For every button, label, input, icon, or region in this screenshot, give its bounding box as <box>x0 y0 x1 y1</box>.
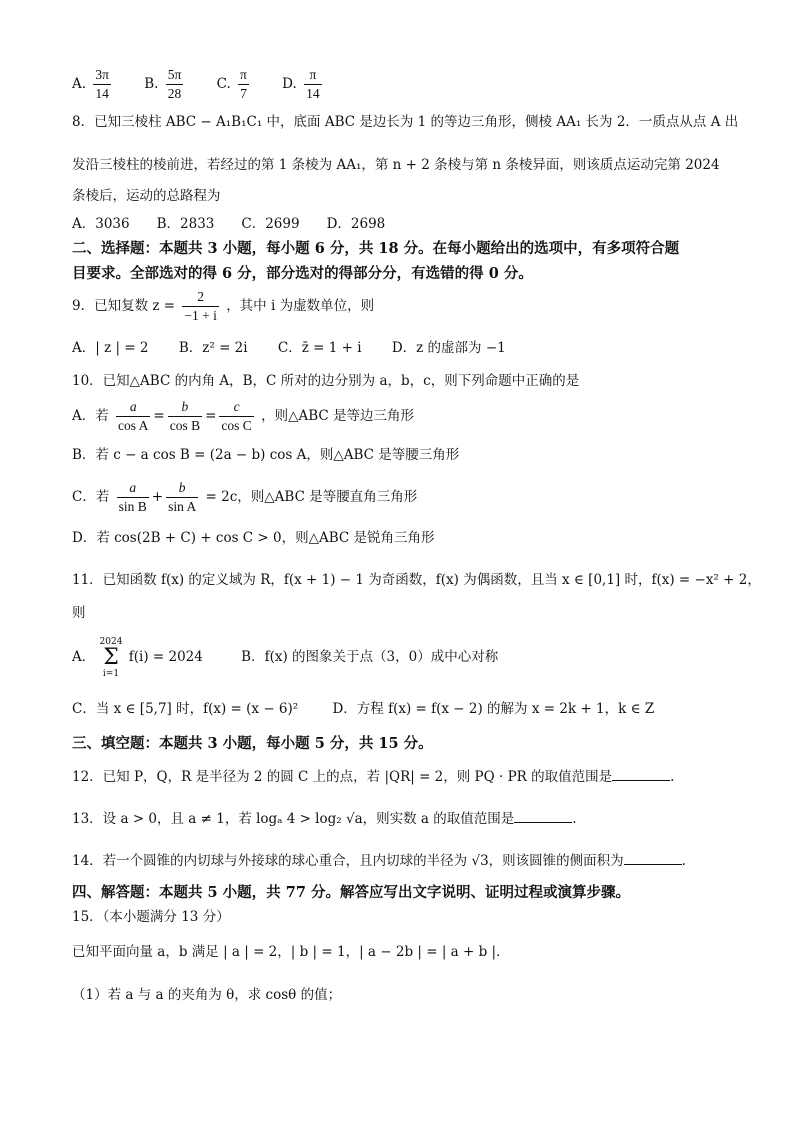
q10-stem: 10．已知△ABC 的内角 A，B，C 所对的边分别为 a，b，c，则下列命题中正确的是 <box>72 373 580 389</box>
section-3-heading: 三、填空题：本题共 3 小题，每小题 5 分，共 15 分。 <box>72 735 433 752</box>
q11-options-ab <box>72 635 498 679</box>
q13-answer-blank[interactable] <box>514 808 572 823</box>
q9-stem: 9．已知复数 z = $\frac{2}{-1 + i}$ ，其中 i 为虚数单位，则 <box>72 289 375 323</box>
q7-option-a: A. $\frac{3\pi}{14}$ <box>72 67 109 101</box>
q15-header: 15．（本小题满分 13 分） <box>72 909 230 925</box>
section-2-heading-line-2: 目要求。全部选对的得 6 分，部分选对的得部分分，有选错的得 0 分。 <box>72 265 533 282</box>
section-2-heading-line-1: 二、选择题：本题共 3 小题，每小题 6 分，共 18 分。在每小题给出的选项中，有多项符合题 <box>72 240 680 257</box>
q11-line-1: 11．已知函数 f(x) 的定义域为 R，f(x + 1) − 1 为奇函数，f(x) 为偶函数，且当 x ∈ [0,1] 时，f(x) = −x² + 2， <box>72 572 761 588</box>
q10-option-d: D．若 cos(2B + C) + cos C > 0，则△ABC 是锐角三角形 <box>72 530 435 546</box>
q14: 14．若一个圆锥的内切球与外接球的球心重合，且内切球的半径为 √3，则该圆锥的侧面积为 . <box>72 850 686 871</box>
q11-option-b: B．f(x) 的图象关于点（3，0）成中心对称 <box>241 649 499 665</box>
q9-options <box>72 338 532 358</box>
q8-options: A．3036 B．2833 C．2699 D．2698 <box>72 216 386 232</box>
q7-option-b: B. $\frac{5\pi}{28}$ <box>144 67 182 101</box>
q11-options-cd <box>72 699 654 719</box>
q11-option-c: C．当 x ∈ [5,7] 时，f(x) = (x − 6)² <box>72 701 299 717</box>
q11-option-a: A． 2024 Σ i=1 f(i) = 2024 <box>72 636 203 679</box>
q10-option-b: B．若 c − a cos B = (2a − b) cos A，则△ABC 是等腰三角形 <box>72 447 460 463</box>
q9-option-c: C．z̄ = 1 + i <box>277 340 362 356</box>
q14-answer-blank[interactable] <box>624 850 682 865</box>
q13: 13．设 a > 0，且 a ≠ 1，若 logₐ 4 > log₂ √a，则实数 a 的取值范围是 . <box>72 808 577 829</box>
q15-part-1: （1）若 a 与 a 的夹角为 θ，求 cosθ 的值； <box>72 987 342 1003</box>
q9-option-d: D．z 的虚部为 −1 <box>391 340 506 356</box>
q8-line-1: 8．已知三棱柱 ABC − A₁B₁C₁ 中，底面 ABC 是边长为 1 的等边三角形，侧棱 AA₁ 长为 2．一质点从点 A 出 <box>72 114 739 130</box>
q15-stem: 已知平面向量 a，b 满足 | a | = 2，| b | = 1，| a − 2b | = | a + b |． <box>72 944 510 960</box>
sum-symbol: 2024 Σ i=1 <box>99 636 123 679</box>
q12-answer-blank[interactable] <box>612 766 670 781</box>
q9-option-a: A．| z | = 2 <box>72 340 149 356</box>
q11-option-d: D．方程 f(x) = f(x − 2) 的解为 x = 2k + 1，k ∈ Z <box>332 701 655 717</box>
q12: 12．已知 P，Q，R 是半径为 2 的圆 C 上的点，若 |QR| = 2，则 PQ · PR 的取值范围是 . <box>72 766 674 787</box>
q11-line-2: 则 <box>72 605 86 621</box>
q7-option-d: D. $\frac{\pi}{14}$ <box>282 67 320 101</box>
q7-options <box>72 64 351 104</box>
q8-line-2: 发沿三棱柱的棱前进，若经过的第 1 条棱为 AA₁，第 n + 2 条棱与第 n 条棱异面，则该质点运动完第 2024 <box>72 157 720 173</box>
q10-option-c: C．若 $\frac{a}{\text{sin B}}$ + $\frac{b}{\text{sin A}}$ = 2c，则△ABC 是等腰直角三角形 <box>72 480 418 514</box>
q10-option-a: A．若 $\frac{a}{\text{cos A}}$ = $\frac{b}{\text{cos B}}$ = $\frac{c}{\text{cos C}}$ ，则△ABC 是等边三角形 <box>72 399 415 433</box>
q8-line-3: 条棱后，运动的总路程为 <box>72 188 221 204</box>
q9-option-b: B．z² = 2i <box>178 340 248 356</box>
q7-option-c: C. $\frac{\pi}{7}$ <box>216 67 247 101</box>
q9-fraction: $\frac{2}{-1 + i}$ <box>184 289 217 323</box>
section-4-heading: 四、解答题：本题共 5 小题，共 77 分。解答应写出文字说明、证明过程或演算步骤。 <box>72 884 630 901</box>
